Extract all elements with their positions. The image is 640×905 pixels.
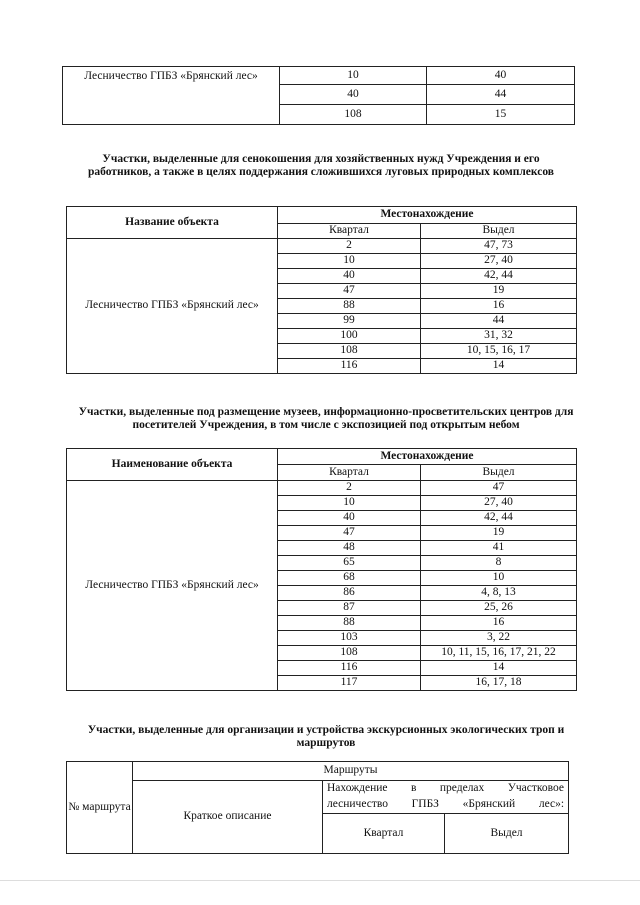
vydel-cell: 10: [421, 571, 577, 586]
table-header-row: [67, 781, 569, 814]
kvartal-cell: 10: [280, 67, 427, 85]
table-header-row: [67, 449, 577, 465]
object-name-cell: Лесничество ГПБЗ «Брянский лес»: [63, 67, 280, 125]
kvartal-cell: 99: [278, 314, 421, 329]
section-heading-museums: Участки, выделенные под размещение музеев, информационно-просветительских центров для посетителей Учреждения, в том числе с экспозицией под открытым небом: [78, 406, 574, 432]
kvartal-cell: 10: [278, 496, 421, 511]
column-header-kvartal: Квартал: [278, 465, 421, 481]
kvartal-cell: 108: [278, 344, 421, 359]
kvartal-cell: 100: [278, 329, 421, 344]
vydel-cell: 16: [421, 616, 577, 631]
vydel-cell: 44: [421, 314, 577, 329]
column-header-location-in-forestry: Нахождение в пределах Участковое лесничество ГПБЗ «Брянский лес»:: [323, 781, 569, 814]
kvartal-cell: 116: [278, 661, 421, 676]
kvartal-cell: 86: [278, 586, 421, 601]
vydel-cell: 47, 73: [421, 239, 577, 254]
vydel-cell: 40: [427, 67, 575, 85]
column-header-kvartal: Квартал: [323, 814, 445, 854]
kvartal-cell: 2: [278, 481, 421, 496]
vydel-cell: 16, 17, 18: [421, 676, 577, 691]
kvartal-cell: 47: [278, 526, 421, 541]
kvartal-cell: 116: [278, 359, 421, 374]
vydel-cell: 31, 32: [421, 329, 577, 344]
vydel-cell: 14: [421, 359, 577, 374]
kvartal-cell: 40: [278, 269, 421, 284]
vydel-cell: 10, 11, 15, 16, 17, 21, 22: [421, 646, 577, 661]
table-row: [63, 67, 575, 85]
kvartal-cell: 108: [278, 646, 421, 661]
section-heading-haymaking: Участки, выделенные для сенокошения для хозяйственных нужд Учреждения и его работников, а также в целях поддержания сложившихся луговых природных комплексов: [87, 153, 555, 179]
vydel-cell: 14: [421, 661, 577, 676]
table-row: [67, 239, 577, 254]
kvartal-cell: 48: [278, 541, 421, 556]
column-header-location: Местонахождение: [278, 207, 577, 224]
column-header-description: Краткое описание: [133, 781, 323, 854]
vydel-cell: 8: [421, 556, 577, 571]
kvartal-cell: 88: [278, 616, 421, 631]
column-header-vydel: Выдел: [421, 465, 577, 481]
column-header-route-number: № маршрута: [67, 762, 133, 854]
kvartal-cell: 65: [278, 556, 421, 571]
vydel-cell: 3, 22: [421, 631, 577, 646]
column-header-routes: Маршруты: [133, 762, 569, 781]
table-header-row: [67, 207, 577, 224]
kvartal-cell: 117: [278, 676, 421, 691]
table-continuation: [62, 66, 575, 125]
vydel-cell: 41: [421, 541, 577, 556]
vydel-cell: 16: [421, 299, 577, 314]
table-haymaking: [66, 206, 577, 374]
kvartal-cell: 88: [278, 299, 421, 314]
kvartal-cell: 68: [278, 571, 421, 586]
vydel-cell: 42, 44: [421, 269, 577, 284]
column-header-vydel: Выдел: [421, 224, 577, 239]
vydel-cell: 27, 40: [421, 254, 577, 269]
table-eco-trails: [66, 761, 569, 854]
vydel-cell: 10, 15, 16, 17: [421, 344, 577, 359]
table-header-row: [67, 762, 569, 781]
column-header-kvartal: Квартал: [278, 224, 421, 239]
table-row: [67, 481, 577, 496]
kvartal-cell: 10: [278, 254, 421, 269]
vydel-cell: 25, 26: [421, 601, 577, 616]
page-bottom-scan-line: [0, 880, 640, 881]
kvartal-cell: 40: [280, 85, 427, 105]
vydel-cell: 19: [421, 526, 577, 541]
vydel-cell: 19: [421, 284, 577, 299]
table-museums: [66, 448, 577, 691]
object-name-cell: Лесничество ГПБЗ «Брянский лес»: [67, 239, 278, 374]
kvartal-cell: 40: [278, 511, 421, 526]
kvartal-cell: 2: [278, 239, 421, 254]
column-header-vydel: Выдел: [445, 814, 569, 854]
vydel-cell: 42, 44: [421, 511, 577, 526]
vydel-cell: 15: [427, 105, 575, 125]
kvartal-cell: 47: [278, 284, 421, 299]
vydel-cell: 47: [421, 481, 577, 496]
column-header-location: Местонахождение: [278, 449, 577, 465]
vydel-cell: 4, 8, 13: [421, 586, 577, 601]
column-header-name: Название объекта: [67, 207, 278, 239]
kvartal-cell: 103: [278, 631, 421, 646]
kvartal-cell: 87: [278, 601, 421, 616]
section-heading-eco-trails: Участки, выделенные для организации и устройства экскурсионных экологических троп и маршрутов: [87, 724, 565, 750]
object-name-cell: Лесничество ГПБЗ «Брянский лес»: [67, 481, 278, 691]
vydel-cell: 27, 40: [421, 496, 577, 511]
kvartal-cell: 108: [280, 105, 427, 125]
column-header-name: Наименование объекта: [67, 449, 278, 481]
vydel-cell: 44: [427, 85, 575, 105]
